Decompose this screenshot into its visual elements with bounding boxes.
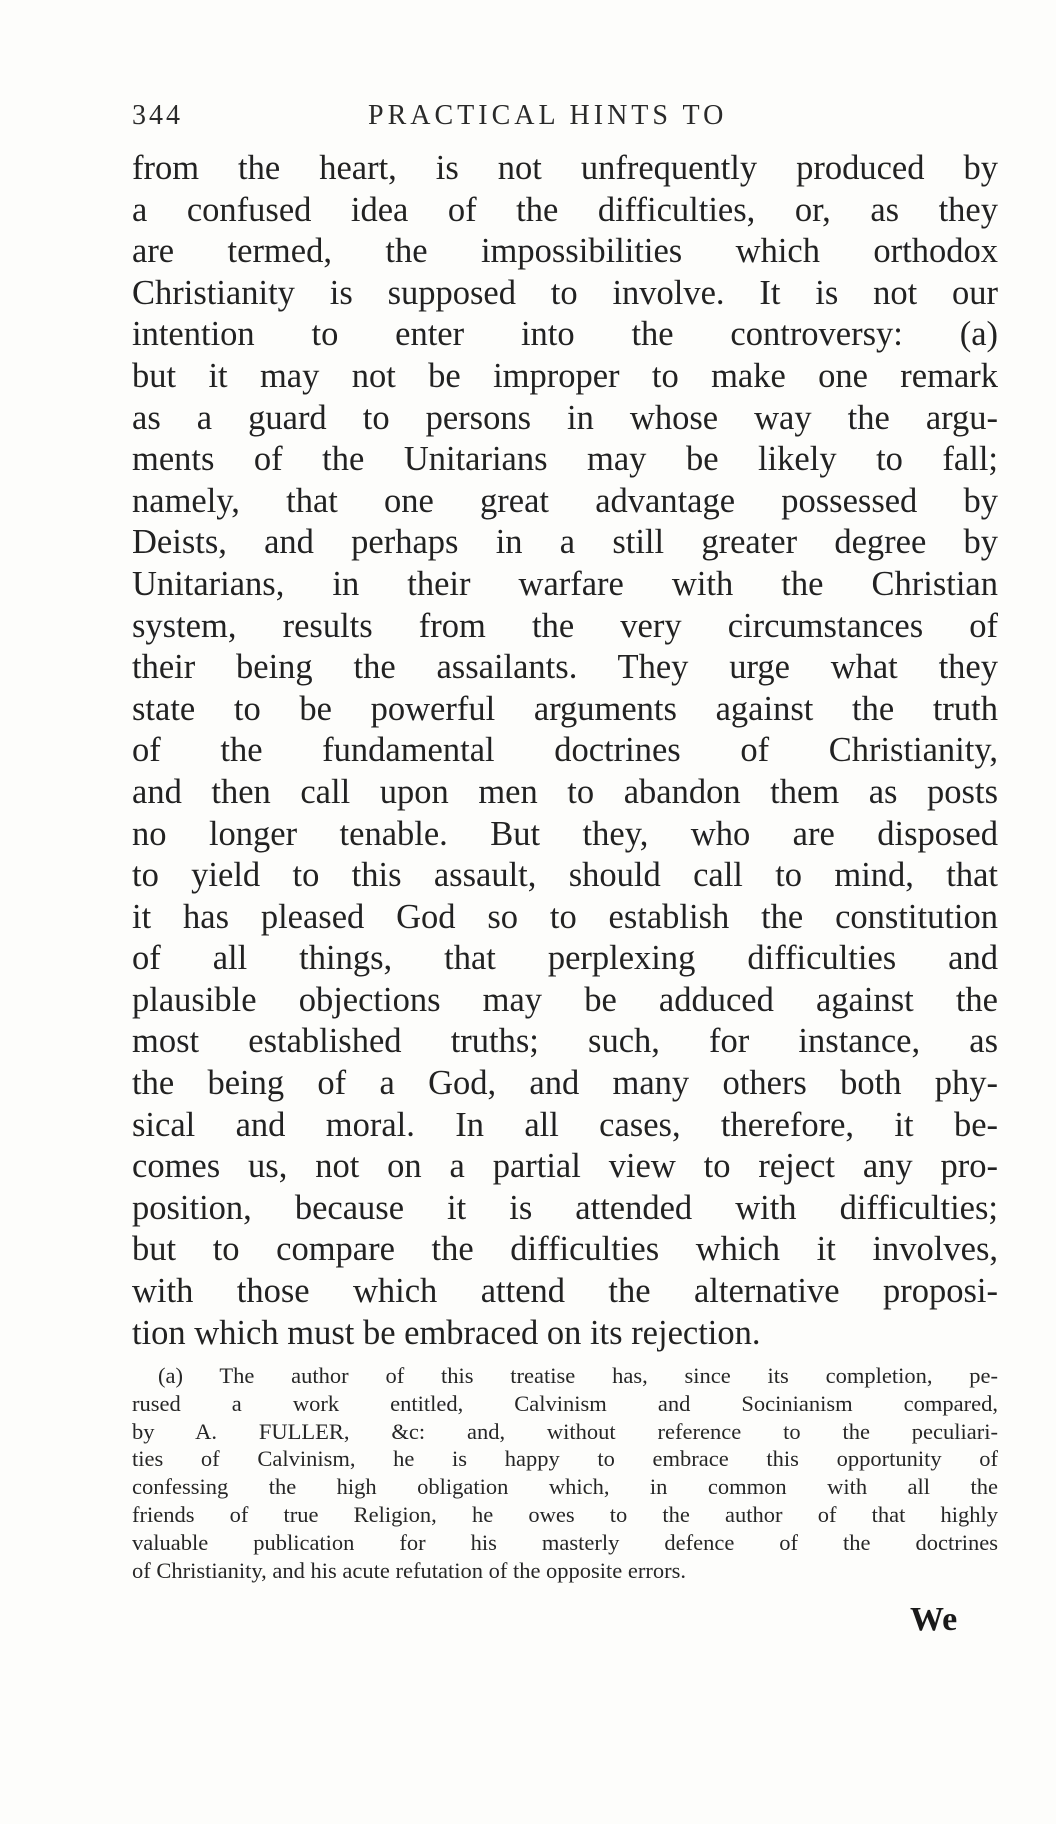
body-line: system, results from the very circumstances of xyxy=(132,606,998,645)
footnote-line: (a) The author of this treatise has, since its completion, pe- xyxy=(158,1363,998,1388)
footnote-line: friends of true Religion, he owes to the author of that highly xyxy=(132,1501,998,1527)
body-line: the being of a God, and many others both phy- xyxy=(132,1064,998,1103)
footnote-line: rused a work entitled, Calvinism and Socinianism compared, xyxy=(132,1390,998,1416)
body-line: no longer tenable. But they, who are disposed xyxy=(132,814,998,853)
body-line: intention to enter into the controversy: (a) xyxy=(132,315,998,354)
body-line: it has pleased God so to establish the constitution xyxy=(132,897,998,936)
page-number: 344 xyxy=(132,100,183,131)
body-line: comes us, not on a partial view to reject any pro- xyxy=(132,1147,998,1186)
body-line: of all things, that perplexing difficulties and xyxy=(132,939,998,978)
body-line: with those which attend the alternative proposi- xyxy=(132,1272,998,1311)
body-line: most established truths; such, for instance, as xyxy=(132,1022,998,1061)
body-line: ments of the Unitarians may be likely to fall; xyxy=(132,440,998,479)
body-line: position, because it is attended with difficulties; xyxy=(132,1188,998,1227)
footnote-line: valuable publication for his masterly defence of the doctrines xyxy=(132,1529,998,1555)
body-line: from the heart, is not unfrequently produced by xyxy=(132,149,998,187)
footnote-line: ties of Calvinism, he is happy to embrace this opportunity of xyxy=(132,1446,998,1472)
body-line: of the fundamental doctrines of Christianity, xyxy=(132,731,998,770)
running-head xyxy=(132,100,772,140)
body-line: their being the assailants. They urge what they xyxy=(132,648,998,687)
catchword: We xyxy=(910,1601,958,1638)
body-line: Unitarians, in their warfare with the Christian xyxy=(132,564,998,603)
body-line: state to be powerful arguments against the truth xyxy=(132,689,998,728)
footnote-line: by A. FULLER, &c: and, without reference to the peculiari- xyxy=(132,1418,998,1444)
body-line: tion which must be embraced on its rejection. xyxy=(132,1313,761,1352)
body-line: plausible objections may be adduced against the xyxy=(132,980,998,1019)
body-line: Deists, and perhaps in a still greater degree by xyxy=(132,523,998,562)
body-line: but to compare the difficulties which it involves, xyxy=(132,1230,998,1269)
body-line: but it may not be improper to make one remark xyxy=(132,356,998,395)
body-line: and then call upon men to abandon them as posts xyxy=(132,772,998,811)
footnote-line: confessing the high obligation which, in common with all the xyxy=(132,1474,998,1500)
body-line: a confused idea of the difficulties, or, as they xyxy=(132,190,998,229)
body-line: are termed, the impossibilities which orthodox xyxy=(132,232,998,271)
running-title: PRACTICAL HINTS TO xyxy=(368,100,728,131)
body-line: sical and moral. In all cases, therefore, it be- xyxy=(132,1105,998,1144)
body-line: namely, that one great advantage possessed by xyxy=(132,481,998,520)
body-line: as a guard to persons in whose way the argu- xyxy=(132,398,998,437)
footnote-line: of Christianity, and his acute refutation of the opposite errors. xyxy=(132,1557,687,1583)
body-line: to yield to this assault, should call to mind, that xyxy=(132,856,998,895)
body-line: Christianity is supposed to involve. It is not our xyxy=(132,273,998,312)
footnote xyxy=(132,1362,998,1584)
body-text xyxy=(132,148,998,1354)
